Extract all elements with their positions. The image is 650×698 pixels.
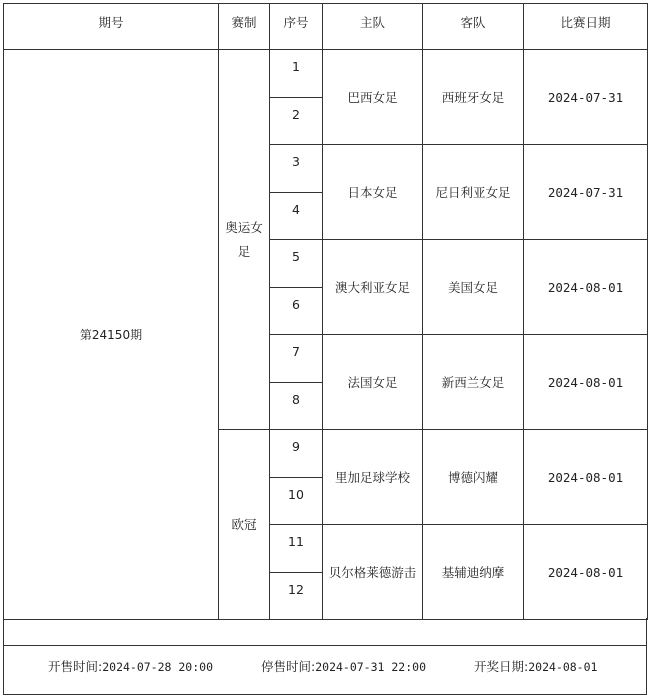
competition-label: 奥运女足	[225, 219, 263, 259]
match-date: 2024-08-01	[524, 430, 648, 525]
competition-label: 欧冠	[231, 516, 257, 532]
home-team: 里加足球学校	[323, 430, 423, 525]
sale-end	[261, 657, 426, 675]
draw-date	[474, 657, 597, 675]
away-team: 新西兰女足	[423, 335, 524, 430]
header-home: 主队	[323, 4, 423, 50]
away-team: 美国女足	[423, 240, 524, 335]
seq-number: 4	[270, 192, 323, 240]
spacer-row	[3, 618, 647, 646]
match-date: 2024-08-01	[524, 335, 648, 430]
issue-number: 第24150期	[4, 50, 219, 620]
seq-number: 11	[270, 525, 323, 573]
competition-cell	[219, 430, 270, 620]
match-table	[3, 3, 648, 620]
sale-start	[48, 657, 213, 675]
seq-number: 2	[270, 97, 323, 145]
away-team: 西班牙女足	[423, 50, 524, 145]
table-row	[4, 50, 648, 98]
seq-number: 6	[270, 287, 323, 335]
away-team: 基辅迪纳摩	[423, 525, 524, 620]
seq-number: 12	[270, 572, 323, 620]
header-issue: 期号	[4, 4, 219, 50]
header-seq: 序号	[270, 4, 323, 50]
home-team: 澳大利亚女足	[323, 240, 423, 335]
match-date: 2024-08-01	[524, 240, 648, 335]
sale-end-label: 停售时间:	[261, 659, 316, 674]
sale-start-value: 2024-07-28 20:00	[102, 660, 213, 674]
match-date: 2024-08-01	[524, 525, 648, 620]
header-match-date: 比赛日期	[524, 4, 648, 50]
draw-date-label: 开奖日期:	[474, 659, 529, 674]
home-team: 日本女足	[323, 145, 423, 240]
sale-info-row	[3, 646, 647, 695]
schedule-sheet	[3, 3, 647, 695]
home-team: 巴西女足	[323, 50, 423, 145]
home-team: 贝尔格莱德游击	[323, 525, 423, 620]
seq-number: 3	[270, 145, 323, 193]
match-date: 2024-07-31	[524, 50, 648, 145]
header-competition: 赛制	[219, 4, 270, 50]
seq-number: 7	[270, 335, 323, 383]
competition-cell	[219, 50, 270, 430]
seq-number: 5	[270, 240, 323, 288]
header-away: 客队	[423, 4, 524, 50]
away-team: 尼日利亚女足	[423, 145, 524, 240]
sale-start-label: 开售时间:	[48, 659, 103, 674]
seq-number: 8	[270, 382, 323, 430]
seq-number: 1	[270, 50, 323, 98]
home-team: 法国女足	[323, 335, 423, 430]
away-team: 博德闪耀	[423, 430, 524, 525]
header-row	[4, 4, 648, 50]
match-date: 2024-07-31	[524, 145, 648, 240]
sale-end-value: 2024-07-31 22:00	[315, 660, 426, 674]
seq-number: 10	[270, 477, 323, 525]
seq-number: 9	[270, 430, 323, 478]
draw-date-value: 2024-08-01	[528, 660, 598, 674]
